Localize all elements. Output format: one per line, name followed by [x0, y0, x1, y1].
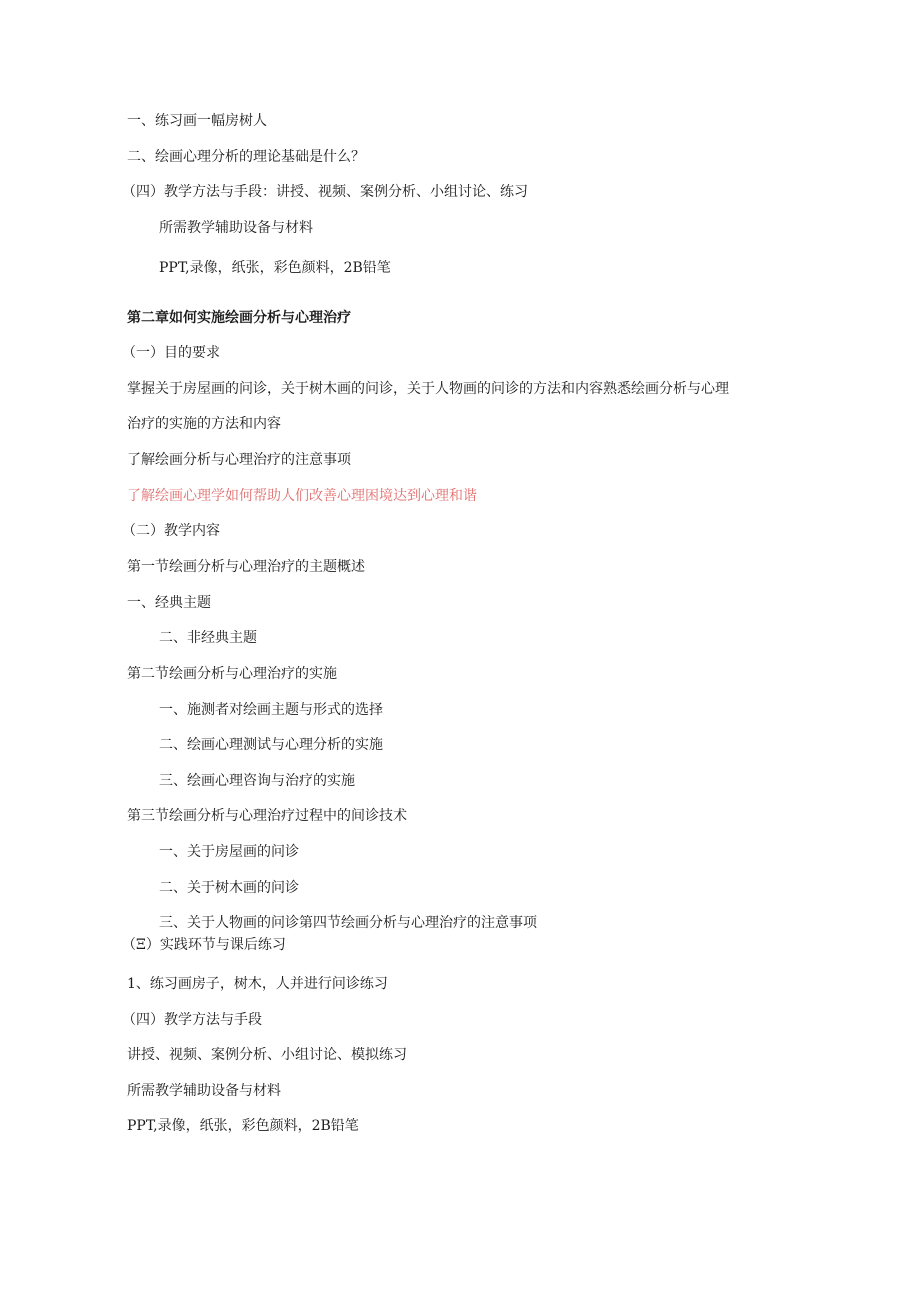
text-line: 二、绘画心理分析的理论基础是什么？	[127, 149, 365, 165]
section-heading: （二）教学内容	[122, 523, 220, 539]
text-line: 一、经典主题	[127, 595, 211, 611]
text-line: 三、绘画心理咨询与治疗的实施	[159, 773, 355, 789]
text-line: 第三节绘画分析与心理治疗过程中的间诊技术	[127, 808, 407, 824]
text-line: 所需教学辅助设备与材料	[159, 220, 313, 236]
text-line: 所需教学辅助设备与材料	[127, 1083, 281, 1099]
text-line: 二、关于树木画的问诊	[159, 880, 299, 896]
text-line: 一、练习画一幅房树人	[127, 113, 267, 129]
text-line: 二、绘画心理测试与心理分析的实施	[159, 737, 383, 753]
highlighted-text-line: 了解绘画心理学如何帮助人们改善心理困境达到心理和谐	[127, 488, 477, 504]
text-line: PPT,录像，纸张，彩色颜料，2B铅笔	[127, 1118, 359, 1134]
text-line: 治疗的实施的方法和内容	[127, 416, 281, 432]
text-line: PPT,录像，纸张，彩色颜料，2B铅笔	[159, 260, 391, 276]
chapter-title: 第二章如何实施绘画分析与心理治疗	[127, 310, 351, 326]
text-line: 一、施测者对绘画主题与形式的选择	[159, 702, 383, 718]
text-line: 掌握关于房屋画的问诊，关于树木画的问诊，关于人物画的问诊的方法和内容熟悉绘画分析与心理	[127, 381, 729, 397]
text-line: 讲授、视频、案例分析、小组讨论、模拟练习	[127, 1047, 407, 1063]
text-line: 1、练习画房子，树木，人并进行问诊练习	[127, 976, 388, 992]
text-line: 第二节绘画分析与心理治疗的实施	[127, 666, 337, 682]
text-line: 一、关于房屋画的问诊	[159, 844, 299, 860]
section-heading: （四）教学方法与手段：讲授、视频、案例分析、小组讨论、练习	[122, 184, 528, 200]
text-line: 第一节绘画分析与心理治疗的主题概述	[127, 559, 365, 575]
section-heading: （一）目的要求	[122, 345, 220, 361]
text-line: 三、关于人物画的问诊第四节绘画分析与心理治疗的注意事项	[159, 915, 537, 931]
text-line: 二、非经典主题	[159, 630, 257, 646]
text-line: 了解绘画分析与心理治疗的注意事项	[127, 452, 351, 468]
section-heading: （四）教学方法与手段	[122, 1012, 262, 1028]
section-heading: （Ξ）实践环节与课后练习	[122, 937, 286, 953]
